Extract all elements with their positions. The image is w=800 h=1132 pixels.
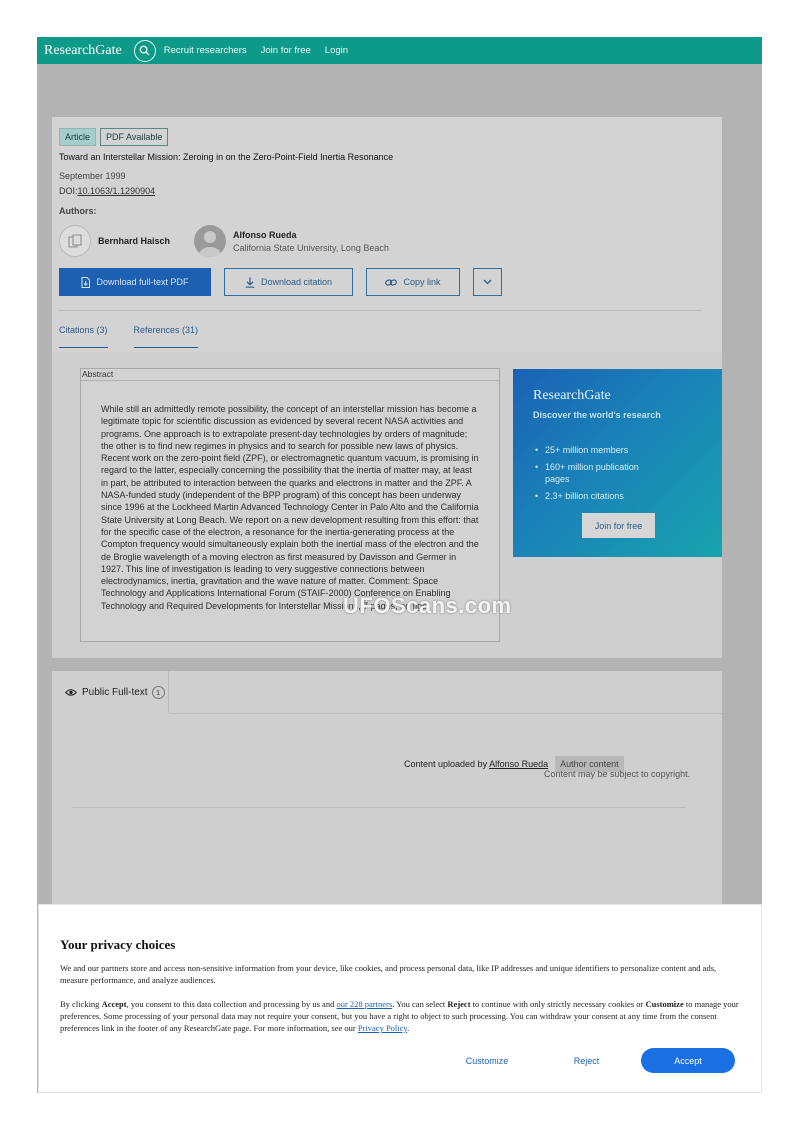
promo-heading: Discover the world's research <box>533 410 661 420</box>
researchgate-logo[interactable]: ResearchGate <box>44 42 122 58</box>
top-navigation-bar <box>37 37 762 64</box>
author-name: Bernhard Haisch <box>98 236 171 246</box>
tab-references[interactable]: References (31) <box>134 325 199 348</box>
author-placeholder-avatar <box>59 225 91 257</box>
privacy-text-segment: to continue with only strictly necessary cookies or <box>470 999 646 1009</box>
publication-title: Toward an Interstellar Mission: Zeroing in on the Zero-Point-Field Inertia Resonance <box>59 152 394 162</box>
copy-link-button[interactable] <box>366 268 460 296</box>
tab-citations[interactable]: Citations (3) <box>59 325 108 348</box>
public-full-text-label: Public Full-text <box>82 686 148 698</box>
publication-card <box>52 117 722 658</box>
author-affiliation: California State University, Long Beach <box>233 242 389 253</box>
download-full-text-button[interactable] <box>59 268 211 296</box>
download-icon <box>245 277 255 288</box>
promo-stat-publications: • 160+ million publication pages <box>533 461 653 485</box>
privacy-policy-link[interactable]: Privacy Policy <box>357 1023 408 1033</box>
full-text-count: 1 <box>152 686 165 699</box>
full-text-divider <box>72 807 686 808</box>
privacy-paragraph-1: We and our partners store and access non-sensitive information from your device, like cookies, and process personal data, like IP addresses and unique identifiers to personalize content and ads, measure performance, and analyze audiences. <box>60 963 717 985</box>
download-citation-button[interactable] <box>224 268 353 296</box>
abstract-heading: Abstract <box>81 369 499 381</box>
author-avatar <box>194 225 226 257</box>
author-name: Alfonso Rueda <box>233 229 297 240</box>
nav-join-for-free[interactable]: Join for free <box>260 45 311 56</box>
pdf-download-icon <box>81 277 90 288</box>
nav-login[interactable]: Login <box>324 45 349 56</box>
promo-stat-citations: • 2.3+ billion citations <box>533 490 653 502</box>
customize-button[interactable]: Customize <box>465 1055 509 1066</box>
authors-label: Authors: <box>59 206 97 216</box>
nav-recruit-researchers[interactable]: Recruit researchers <box>163 45 247 56</box>
promo-stat-members: • 25+ million members <box>533 444 653 456</box>
author-content-badge: Author content <box>555 756 624 772</box>
author-placeholder-icon <box>67 233 83 249</box>
promo-join-button[interactable]: Join for free <box>582 513 655 538</box>
link-icon <box>385 278 397 287</box>
promo-stats <box>533 444 653 507</box>
watermark: UFOScans.com <box>343 593 512 618</box>
join-promo-panel <box>513 369 722 557</box>
partners-link[interactable]: our 228 partners <box>336 999 393 1009</box>
download-full-text-label: Download full-text PDF <box>96 277 189 287</box>
eye-icon <box>65 688 77 697</box>
privacy-title: Your privacy choices <box>60 937 176 952</box>
publication-date: September 1999 <box>59 171 126 181</box>
privacy-customize-term: Customize <box>645 999 684 1009</box>
author-details <box>233 230 389 253</box>
abstract-text: While still an admittedly remote possibility, the concept of an interstellar mission has become a legitimate topic for scientific discussion as evidenced by several recent NASA activities and programs. One approach is to extrapolate present-day technologies by orders of magnitude; the other is to find new regimes in physics and to search for possible new laws of physics. Recent work on the zero-point field (ZPF), or electromagnetic quantum vacuum, is promising in regard to the latter, especially concerning the possibility that the inertia of matter may, at least in part, be attributed to interaction between the quarks and electrons in matter and the ZPF. A NASA-funded study (independent of the BPP program) of this concept has been underway since 1996 at the Lockheed Martin Advanced Technology Center in Palo Alto and the California State University at Long Beach. We report on a new development resulting from this effort: that for the specific case of the electron, a resonance for the inertia-generating process at the Compton frequency would simultaneously explain both the inertial mass of the electron and the de Broglie wavelength of a moving electron as first measured by Davisson and Germer in 1927. This line of investigation is leading to very suggestive connections between electrodynamics, inertia, gravitation and the wave nature of matter. Comment: Space Technology and Applications International Forum (STAIF-2000) Conference on Enabling Technology and Required Developments for Interstellar Missions, 7 pages, no figs <box>101 404 479 611</box>
search-icon <box>139 45 150 56</box>
privacy-text-segment: By clicking <box>60 999 102 1009</box>
privacy-text-segment: , you consent to this data collection and processing by us and <box>126 999 337 1009</box>
author-bernhard-haisch[interactable] <box>59 225 170 257</box>
privacy-text-segment: . <box>407 1023 410 1033</box>
privacy-accept-term: Accept <box>101 999 127 1009</box>
download-citation-label: Download citation <box>260 277 333 287</box>
author-alfonso-rueda[interactable] <box>194 225 389 257</box>
copyright-notice: Content may be subject to copyright. <box>544 769 691 779</box>
uploaded-prefix: Content uploaded by <box>404 759 488 769</box>
accept-button[interactable]: Accept <box>641 1048 735 1073</box>
publication-tabs <box>59 325 198 348</box>
doi-link[interactable]: 10.1063/1.1290904 <box>77 186 156 196</box>
privacy-reject-term: Reject <box>447 999 471 1009</box>
privacy-text-segment: . You can select <box>392 999 448 1009</box>
user-avatar-icon <box>194 225 226 257</box>
full-text-card <box>52 671 722 931</box>
privacy-consent-dialog <box>38 904 762 1093</box>
reject-button[interactable]: Reject <box>573 1055 600 1066</box>
publication-doi <box>59 186 155 196</box>
uploader-link[interactable]: Alfonso Rueda <box>489 759 549 769</box>
copy-link-label: Copy link <box>403 277 441 287</box>
privacy-paragraph-2 <box>60 998 750 1034</box>
search-button[interactable] <box>134 40 156 62</box>
chevron-down-icon <box>483 279 492 285</box>
header-divider <box>59 310 701 311</box>
promo-logo: ResearchGate <box>533 388 611 403</box>
publication-header <box>52 117 722 352</box>
article-badge: Article <box>59 128 96 146</box>
privacy-text-segment: to manage your preferences. Some processing of your personal data may not require your consent, but you have a right to object to such processing. You can withdraw your consent at any time from the consent preferences link in the footer of any ResearchGate page. For more information, see our <box>60 999 739 1033</box>
more-actions-button[interactable] <box>473 268 502 296</box>
tab-public-full-text[interactable] <box>52 671 169 713</box>
doi-label: DOI: <box>59 186 78 196</box>
pdf-available-badge: PDF Available <box>100 128 168 146</box>
action-buttons <box>59 268 502 296</box>
publication-badges <box>59 128 168 146</box>
tab-underline <box>169 713 722 714</box>
